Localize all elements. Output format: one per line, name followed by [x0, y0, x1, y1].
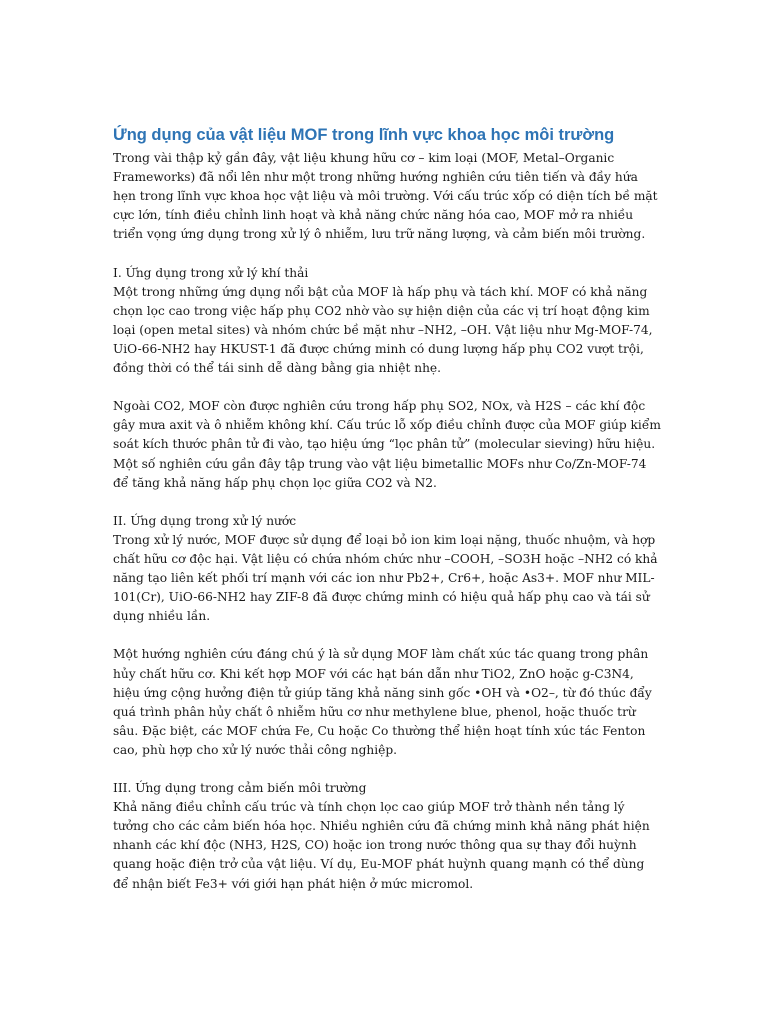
section-2-heading: II. Ứng dụng trong xử lý nước — [113, 513, 297, 528]
section-1-paragraph-1: Một trong những ứng dụng nổi bật của MOF là hấp phụ và tách khí. MOF có khả năng chọn lọc cao trong việc hấp phụ CO2 nhờ vào sự hiện diện của các vị trí hoạt động kim loại (open metal sites) và nhóm chức bề mặt như –NH2, –OH. Vật liệu như Mg-MOF-74, UiO-66-NH2 hay HKUST-1 đã được chứng minh có dung lượng hấp phụ CO2 vượt trội, đồng thời có thể tái sinh dễ dàng bằng gia nhiệt nhẹ. — [113, 284, 653, 376]
section-2-paragraph-2: Một hướng nghiên cứu đáng chú ý là sử dụng MOF làm chất xúc tác quang trong phân hủy chất hữu cơ. Khi kết hợp MOF với các hạt bán dẫn như TiO2, ZnO hoặc g-C3N4, hiệu ứng cộng hưởng điện tử giúp tăng khả năng sinh gốc •OH và •O2–, từ đó thúc đẩy quá trình phân hủy chất ô nhiễm hữu cơ như methylene blue, phenol, hoặc thuốc trừ sâu. Đặc biệt, các MOF chứa Fe, Cu hoặc Co thường thể hiện hoạt tính xúc tác Fenton cao, phù hợp cho xử lý nước thải công nghiệp. — [113, 647, 652, 757]
section-2-paragraph-1: Trong xử lý nước, MOF được sử dụng để loại bỏ ion kim loại nặng, thuốc nhuộm, và hợp chất hữu cơ độc hại. Vật liệu có chứa nhóm chức như –COOH, –SO3H hoặc –NH2 có khả năng tạo liên kết phối trí mạnh với các ion như Pb2+, Cr6+, hoặc As3+. MOF như MIL-101(Cr), UiO-66-NH2 hay ZIF-8 đã được chứng minh có hiệu quả hấp phụ cao và tái sử dụng nhiều lần. — [113, 532, 658, 624]
section-1-paragraph-2: Ngoài CO2, MOF còn được nghiên cứu trong hấp phụ SO2, NOx, và H2S – các khí độc gây mưa axit và ô nhiễm không khí. Cấu trúc lỗ xốp điều chỉnh được của MOF giúp kiểm soát kích thước phân tử đi vào, tạo hiệu ứng “lọc phân tử” (molecular sieving) hữu hiệu. Một số nghiên cứu gần đây tập trung vào vật liệu bimetallic MOFs như Co/Zn-MOF-74 để tăng khả năng hấp phụ chọn lọc giữa CO2 và N2. — [113, 399, 661, 490]
document-body — [113, 124, 661, 894]
section-3-paragraph-1: Khả năng điều chỉnh cấu trúc và tính chọn lọc cao giúp MOF trở thành nền tảng lý tưởng cho các cảm biến hóa học. Nhiều nghiên cứu đã chứng minh khả năng phát hiện nhanh các khí độc (NH3, H2S, CO) hoặc ion trong nước thông qua sự thay đổi huỳnh quang hoặc điện trở của vật liệu. Ví dụ, Eu-MOF phát huỳnh quang mạnh có thể dùng để nhận biết Fe3+ với giới hạn phát hiện ở mức micromol. — [113, 800, 650, 891]
paragraph-spacer — [113, 244, 661, 263]
intro-paragraph: Trong vài thập kỷ gần đây, vật liệu khung hữu cơ – kim loại (MOF, Metal–Organic Frameworks) đã nổi lên như một trong những hướng nghiên cứu tiên tiến và đầy hứa hẹn trong lĩnh vực khoa học vật liệu và môi trường. Với cấu trúc xốp có diện tích bề mặt cực lớn, tính điều chỉnh linh hoạt và khả năng chức năng hóa cao, MOF mở ra nhiều triển vọng ứng dụng trong xử lý ô nhiễm, lưu trữ năng lượng, và cảm biến môi trường. — [113, 151, 658, 242]
paragraph-spacer — [113, 760, 661, 779]
paragraph-spacer — [113, 626, 661, 645]
section-1-heading: I. Ứng dụng trong xử lý khí thải — [113, 265, 309, 280]
section-3-heading: III. Ứng dụng trong cảm biến môi trường — [113, 781, 367, 796]
paragraph-spacer — [113, 378, 661, 397]
document-title: Ứng dụng của vật liệu MOF trong lĩnh vực khoa học môi trường — [113, 126, 615, 144]
paragraph-spacer — [113, 493, 661, 512]
